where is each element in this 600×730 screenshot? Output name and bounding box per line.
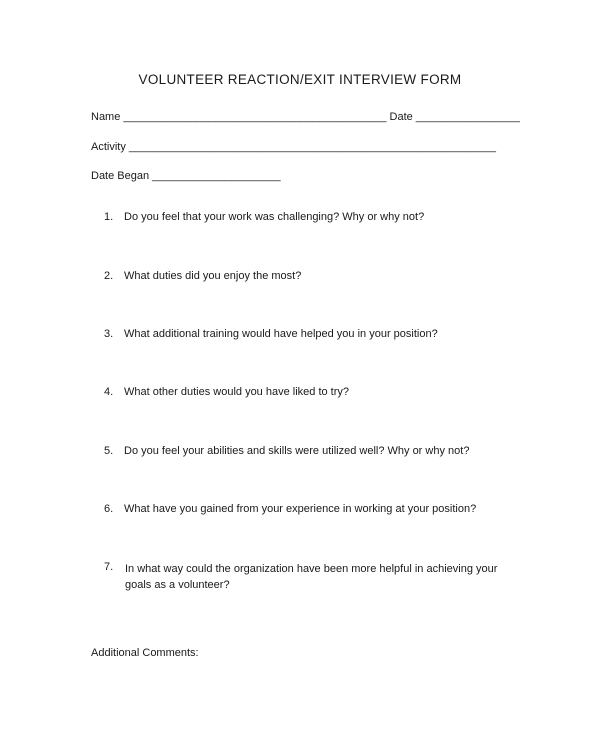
additional-comments-label: Additional Comments:	[91, 647, 199, 659]
question-text: What additional training would have helped you in your position?	[124, 328, 438, 340]
question-4	[104, 386, 524, 398]
question-number: 4.	[104, 386, 114, 398]
question-number: 7.	[104, 561, 114, 573]
question-5	[104, 445, 524, 457]
question-number: 3.	[104, 328, 114, 340]
question-number: 5.	[104, 445, 114, 457]
question-7	[104, 561, 524, 591]
question-text: Do you feel that your work was challenging? Why or why not?	[124, 211, 425, 223]
question-2	[104, 270, 524, 282]
question-3	[104, 328, 524, 340]
question-6	[104, 503, 524, 515]
form-title: VOLUNTEER REACTION/EXIT INTERVIEW FORM	[138, 72, 462, 87]
question-text: Do you feel your abilities and skills were utilized well? Why or why not?	[124, 445, 470, 457]
date-began-line: Date Began _____________________	[91, 170, 281, 182]
question-number: 2.	[104, 270, 114, 282]
question-text: In what way could the organization have been more helpful in achieving your goals as a volunteer?	[125, 563, 498, 591]
question-text: What duties did you enjoy the most?	[124, 270, 302, 282]
question-text: What have you gained from your experience in working at your position?	[124, 503, 477, 515]
question-number: 6.	[104, 503, 114, 515]
question-1	[104, 211, 524, 223]
question-number: 1.	[104, 211, 114, 223]
activity-line: Activity ____________________________________________________________	[91, 141, 496, 153]
name-date-line: Name ___________________________________________ Date _________________	[91, 111, 520, 123]
question-text: What other duties would you have liked to try?	[124, 386, 350, 398]
